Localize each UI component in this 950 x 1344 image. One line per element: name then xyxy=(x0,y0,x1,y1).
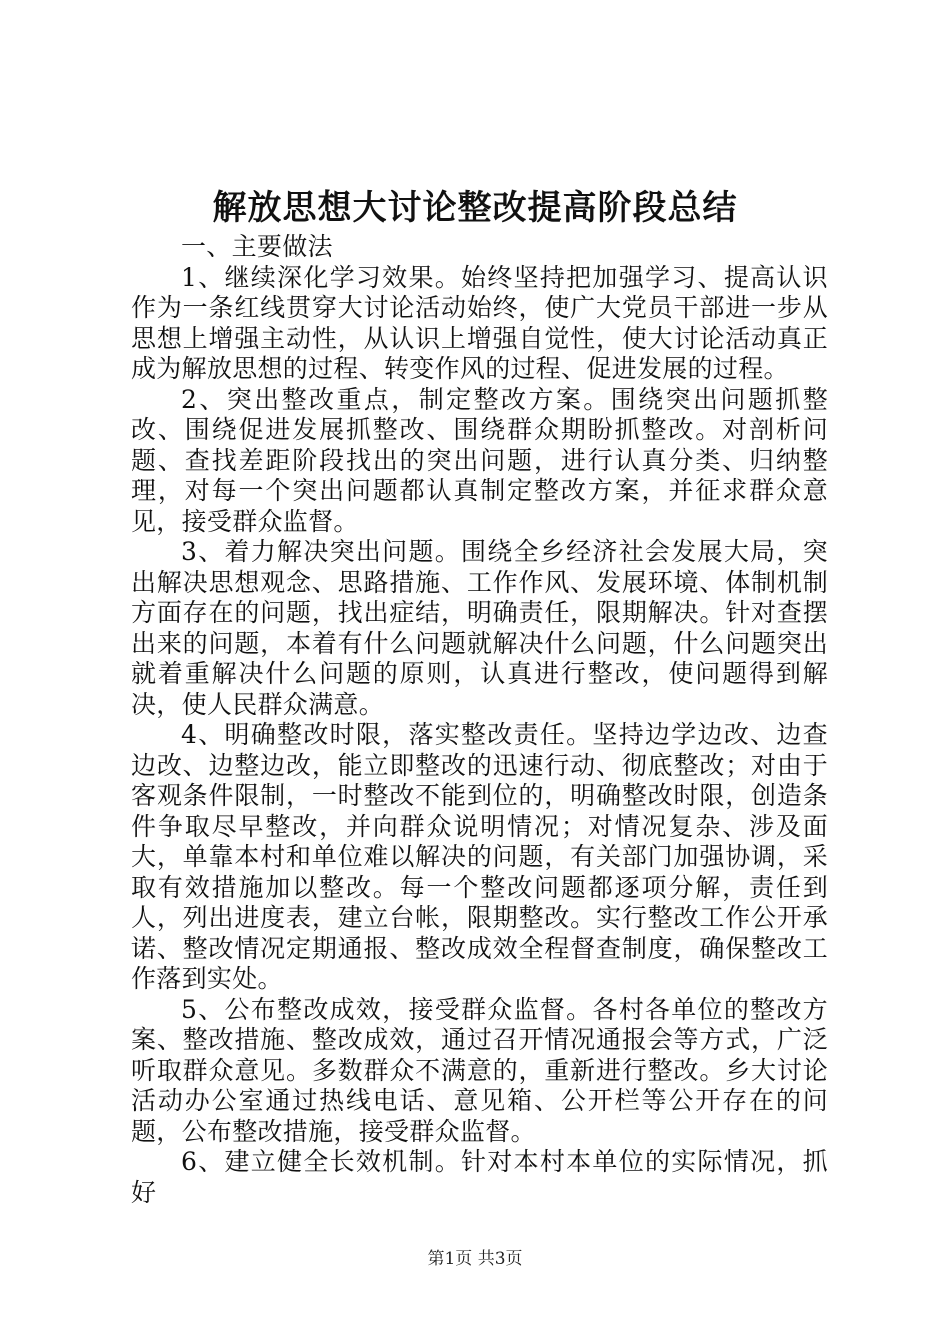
paragraph: 3、着力解决突出问题。围绕全乡经济社会发展大局，突出解决思想观念、思路措施、工作作风、发展环境、体制机制方面存在的问题，找出症结，明确责任，限期解决。针对查摆出来的问题，本着有什么问题就解决什么问题，什么问题突出就着重解决什么问题的原则，认真进行整改，使问题得到解决，使人民群众满意。 xyxy=(131,537,828,719)
page-footer: 第1页 共3页 xyxy=(427,1249,523,1269)
paragraph: 5、公布整改成效，接受群众监督。各村各单位的整改方案、整改措施、整改成效，通过召开情况通报会等方式，广泛听取群众意见。多数群众不满意的，重新进行整改。乡大讨论活动办公室通过热线电话、意见箱、公开栏等公开存在的问题，公布整改措施，接受群众监督。 xyxy=(131,994,828,1146)
section-heading: 一、主要做法 xyxy=(181,232,333,261)
paragraph: 6、建立健全长效机制。针对本村本单位的实际情况，抓好 xyxy=(131,1147,828,1207)
paragraph: 2、突出整改重点，制定整改方案。围绕突出问题抓整改、围绕促进发展抓整改、围绕群众期盼抓整改。对剖析问题、查找差距阶段找出的突出问题，进行认真分类、归纳整理，对每一个突出问题都认真制定整改方案，并征求群众意见，接受群众监督。 xyxy=(131,384,828,536)
paragraph: 1、继续深化学习效果。始终坚持把加强学习、提高认识作为一条红线贯穿大讨论活动始终，使广大党员干部进一步从思想上增强主动性，从认识上增强自觉性，使大讨论活动真正成为解放思想的过程、转变作风的过程、促进发展的过程。 xyxy=(131,262,828,383)
document-body xyxy=(131,232,828,1208)
paragraph: 4、明确整改时限，落实整改责任。坚持边学边改、边查边改、边整边改，能立即整改的迅速行动、彻底整改；对由于客观条件限制，一时整改不能到位的，明确整改时限，创造条件争取尽早整改，并向群众说明情况；对情况复杂、涉及面大，单靠本村和单位难以解决的问题，有关部门加强协调，采取有效措施加以整改。每一个整改问题都逐项分解，责任到人，列出进度表，建立台帐，限期整改。实行整改工作公开承诺、整改情况定期通报、整改成效全程督查制度，确保整改工作落到实处。 xyxy=(131,720,828,993)
document-title: 解放思想大讨论整改提高阶段总结 xyxy=(212,188,738,228)
